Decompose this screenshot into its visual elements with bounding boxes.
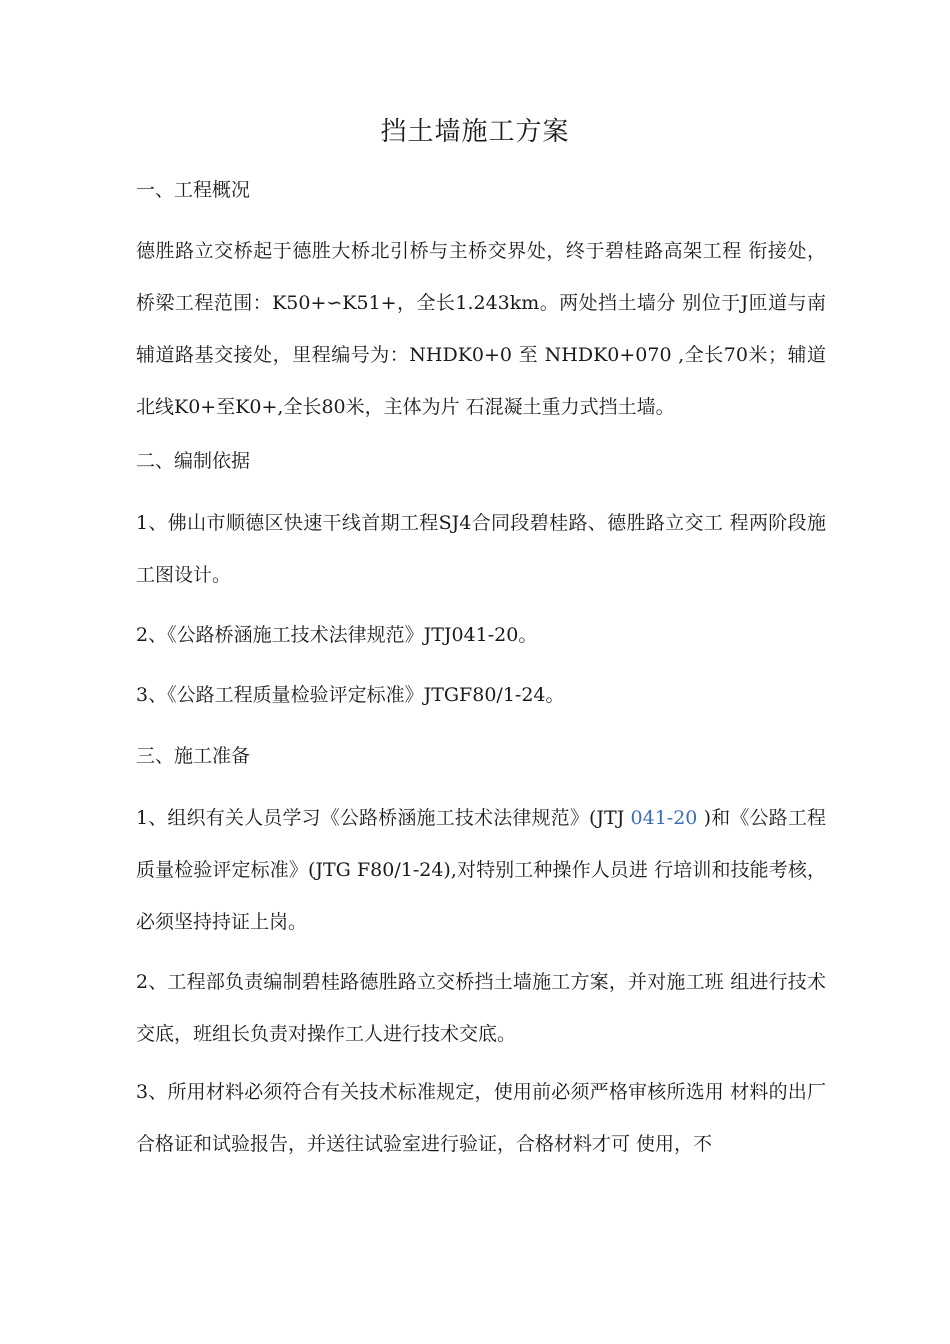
preparation-item-1 <box>136 792 826 948</box>
section-heading-preparation: 三、施工准备 <box>136 745 251 767</box>
basis-item-1: 1、佛山市顺德区快速干线首期工程SJ4合同段碧桂路、德胜路立交工 程两阶段施工图设计。 <box>136 512 826 586</box>
preparation-item-1-text-b: )和《公路工程质量检验评定标准》(JTG F80/1-24),对特别工种操作人员进 行培训和技能考核，必须坚持持证上岗。 <box>136 807 827 933</box>
section-heading-overview: 一、工程概况 <box>136 179 251 201</box>
basis-item-3: 3、《公路工程质量检验评定标准》JTGF80/1-24。 <box>136 684 565 706</box>
preparation-item-3: 3、所用材料必须符合有关技术标准规定，使用前必须严格审核所选用 材料的出厂合格证和试验报告，并送往试验室进行验证，合格材料才可 使用，不 <box>136 1081 826 1155</box>
section-heading-basis: 二、编制依据 <box>136 450 251 472</box>
document-title: 挡土墙施工方案 <box>380 117 570 147</box>
standard-code-link[interactable]: 041-20 <box>630 807 698 829</box>
basis-item-2: 2、《公路桥涵施工技术法律规范》JTJ041-20。 <box>136 624 538 646</box>
preparation-item-2: 2、工程部负责编制碧桂路德胜路立交桥挡土墙施工方案，并对施工班 组进行技术交底，班组长负责对操作工人进行技术交底。 <box>136 971 826 1045</box>
paragraph-overview: 德胜路立交桥起于德胜大桥北引桥与主桥交界处，终于碧桂路高架工程 衔接处，桥梁工程范围：K50+∽K51+，全长1.243km。两处挡土墙分 别位于J匝道与南辅道路基交接处，里程编号为：NHDK0+0 至 NHDK0+070 ,全长70米；辅道北线K0+至K0+,全长80米，主体为片 石混凝土重力式挡土墙。 <box>136 240 826 418</box>
preparation-item-1-text-a: 1、组织有关人员学习《公路桥涵施工技术法律规范》(JTJ <box>136 807 631 829</box>
